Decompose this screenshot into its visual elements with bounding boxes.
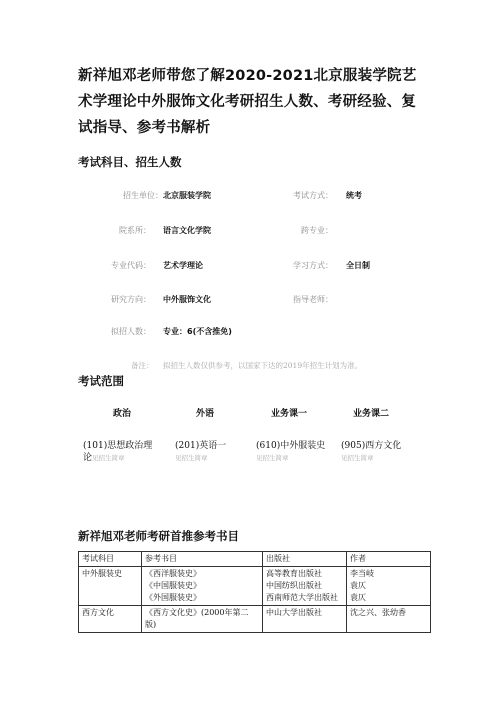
info-row-note <box>0 360 496 374</box>
subject-major-one: 业务课一 <box>271 409 308 419</box>
publisher: 中国纺织出版社 <box>266 581 322 590</box>
course-note: 见招生简章 <box>256 454 289 462</box>
page-title: 新祥旭邓老师带您了解2020-2021北京服装学院艺术学理论中外服饰文化考研招生人数、考研经验、复试指导、参考书解析 <box>78 68 417 136</box>
book-title: 《中国服装史》 <box>145 581 201 590</box>
cell-books <box>142 606 263 633</box>
info-row-dept <box>0 225 496 239</box>
table-row <box>79 567 431 606</box>
cell-subject: 中外服装史 <box>79 567 142 606</box>
unit-value: 北京服装学院 <box>163 191 211 200</box>
cell-authors <box>347 567 431 606</box>
dept-label: 院系所： <box>119 226 151 235</box>
publisher: 中山大学出版社 <box>266 608 322 617</box>
study-label: 学习方式： <box>293 261 333 270</box>
course-201 <box>175 440 247 464</box>
course-101 <box>83 440 161 464</box>
note-label: 备注： <box>131 361 154 370</box>
cross-label: 跨专业： <box>301 226 333 235</box>
study-value: 全日制 <box>346 261 370 270</box>
cell-publishers <box>263 606 347 633</box>
info-row-major <box>0 260 496 274</box>
col-header-book: 参考书目 <box>142 552 263 567</box>
unit-label: 招生单位： <box>123 191 163 200</box>
subject-major-two: 业务课二 <box>353 409 390 419</box>
advisor-label: 指导老师： <box>293 295 333 304</box>
author: 李当岐 <box>350 569 374 578</box>
course-name: (610)中外服装史 <box>256 441 326 451</box>
table-header-row <box>79 552 431 567</box>
course-note: 见招生简章 <box>92 454 125 462</box>
course-note: 见招生简章 <box>341 454 374 462</box>
note-value: 拟招生人数仅供参考，以国家下达的2019年招生计划为准。 <box>163 361 363 370</box>
subject-politics: 政治 <box>113 409 132 419</box>
author: 袁仄 <box>350 581 366 590</box>
cell-subject: 西方文化 <box>79 606 142 633</box>
direction-label: 研究方向： <box>111 295 151 304</box>
section-heading-subjects: 考试科目、招生人数 <box>78 155 182 169</box>
reference-books-table <box>78 551 431 633</box>
section-heading-scope: 考试范围 <box>78 374 124 388</box>
course-610 <box>256 440 336 464</box>
book-title: 《外国服装史》 <box>145 593 201 602</box>
major-label: 专业代码： <box>111 261 151 270</box>
direction-value: 中外服饰文化 <box>163 295 211 304</box>
author: 袁仄 <box>350 593 366 602</box>
course-name: (905)西方文化 <box>341 441 402 451</box>
course-905 <box>341 440 421 464</box>
course-name: (101)思想政治理论 <box>83 441 153 463</box>
publisher: 西南师范大学出版社 <box>266 593 338 602</box>
col-header-subject: 考试科目 <box>79 552 142 567</box>
info-row-unit <box>0 190 496 204</box>
table-row <box>79 606 431 633</box>
exam-mode-value: 统考 <box>346 191 362 200</box>
cell-books <box>142 567 263 606</box>
subject-language: 外语 <box>196 409 215 419</box>
book-title: 《西洋服装史》 <box>145 569 201 578</box>
quota-label: 拟招人数： <box>111 327 151 336</box>
info-row-quota <box>0 326 496 340</box>
exam-mode-label: 考试方式： <box>293 191 333 200</box>
course-name: (201)英语一 <box>175 441 227 451</box>
major-value: 艺术学理论 <box>163 261 203 270</box>
publisher: 高等教育出版社 <box>266 569 322 578</box>
course-note: 见招生简章 <box>175 454 208 462</box>
quota-value: 专业：6(不含推免) <box>163 327 232 336</box>
col-header-publisher: 出版社 <box>263 552 347 567</box>
author: 沈之兴、张幼香 <box>350 608 406 617</box>
cell-publishers <box>263 567 347 606</box>
info-row-direction <box>0 294 496 308</box>
cell-authors <box>347 606 431 633</box>
book-title: 《西方文化史》(2000年第二版) <box>145 608 249 629</box>
dept-value: 语言文化学院 <box>163 226 211 235</box>
col-header-author: 作者 <box>347 552 431 567</box>
section-heading-books: 新祥旭邓老师考研首推参考书目 <box>78 529 239 543</box>
